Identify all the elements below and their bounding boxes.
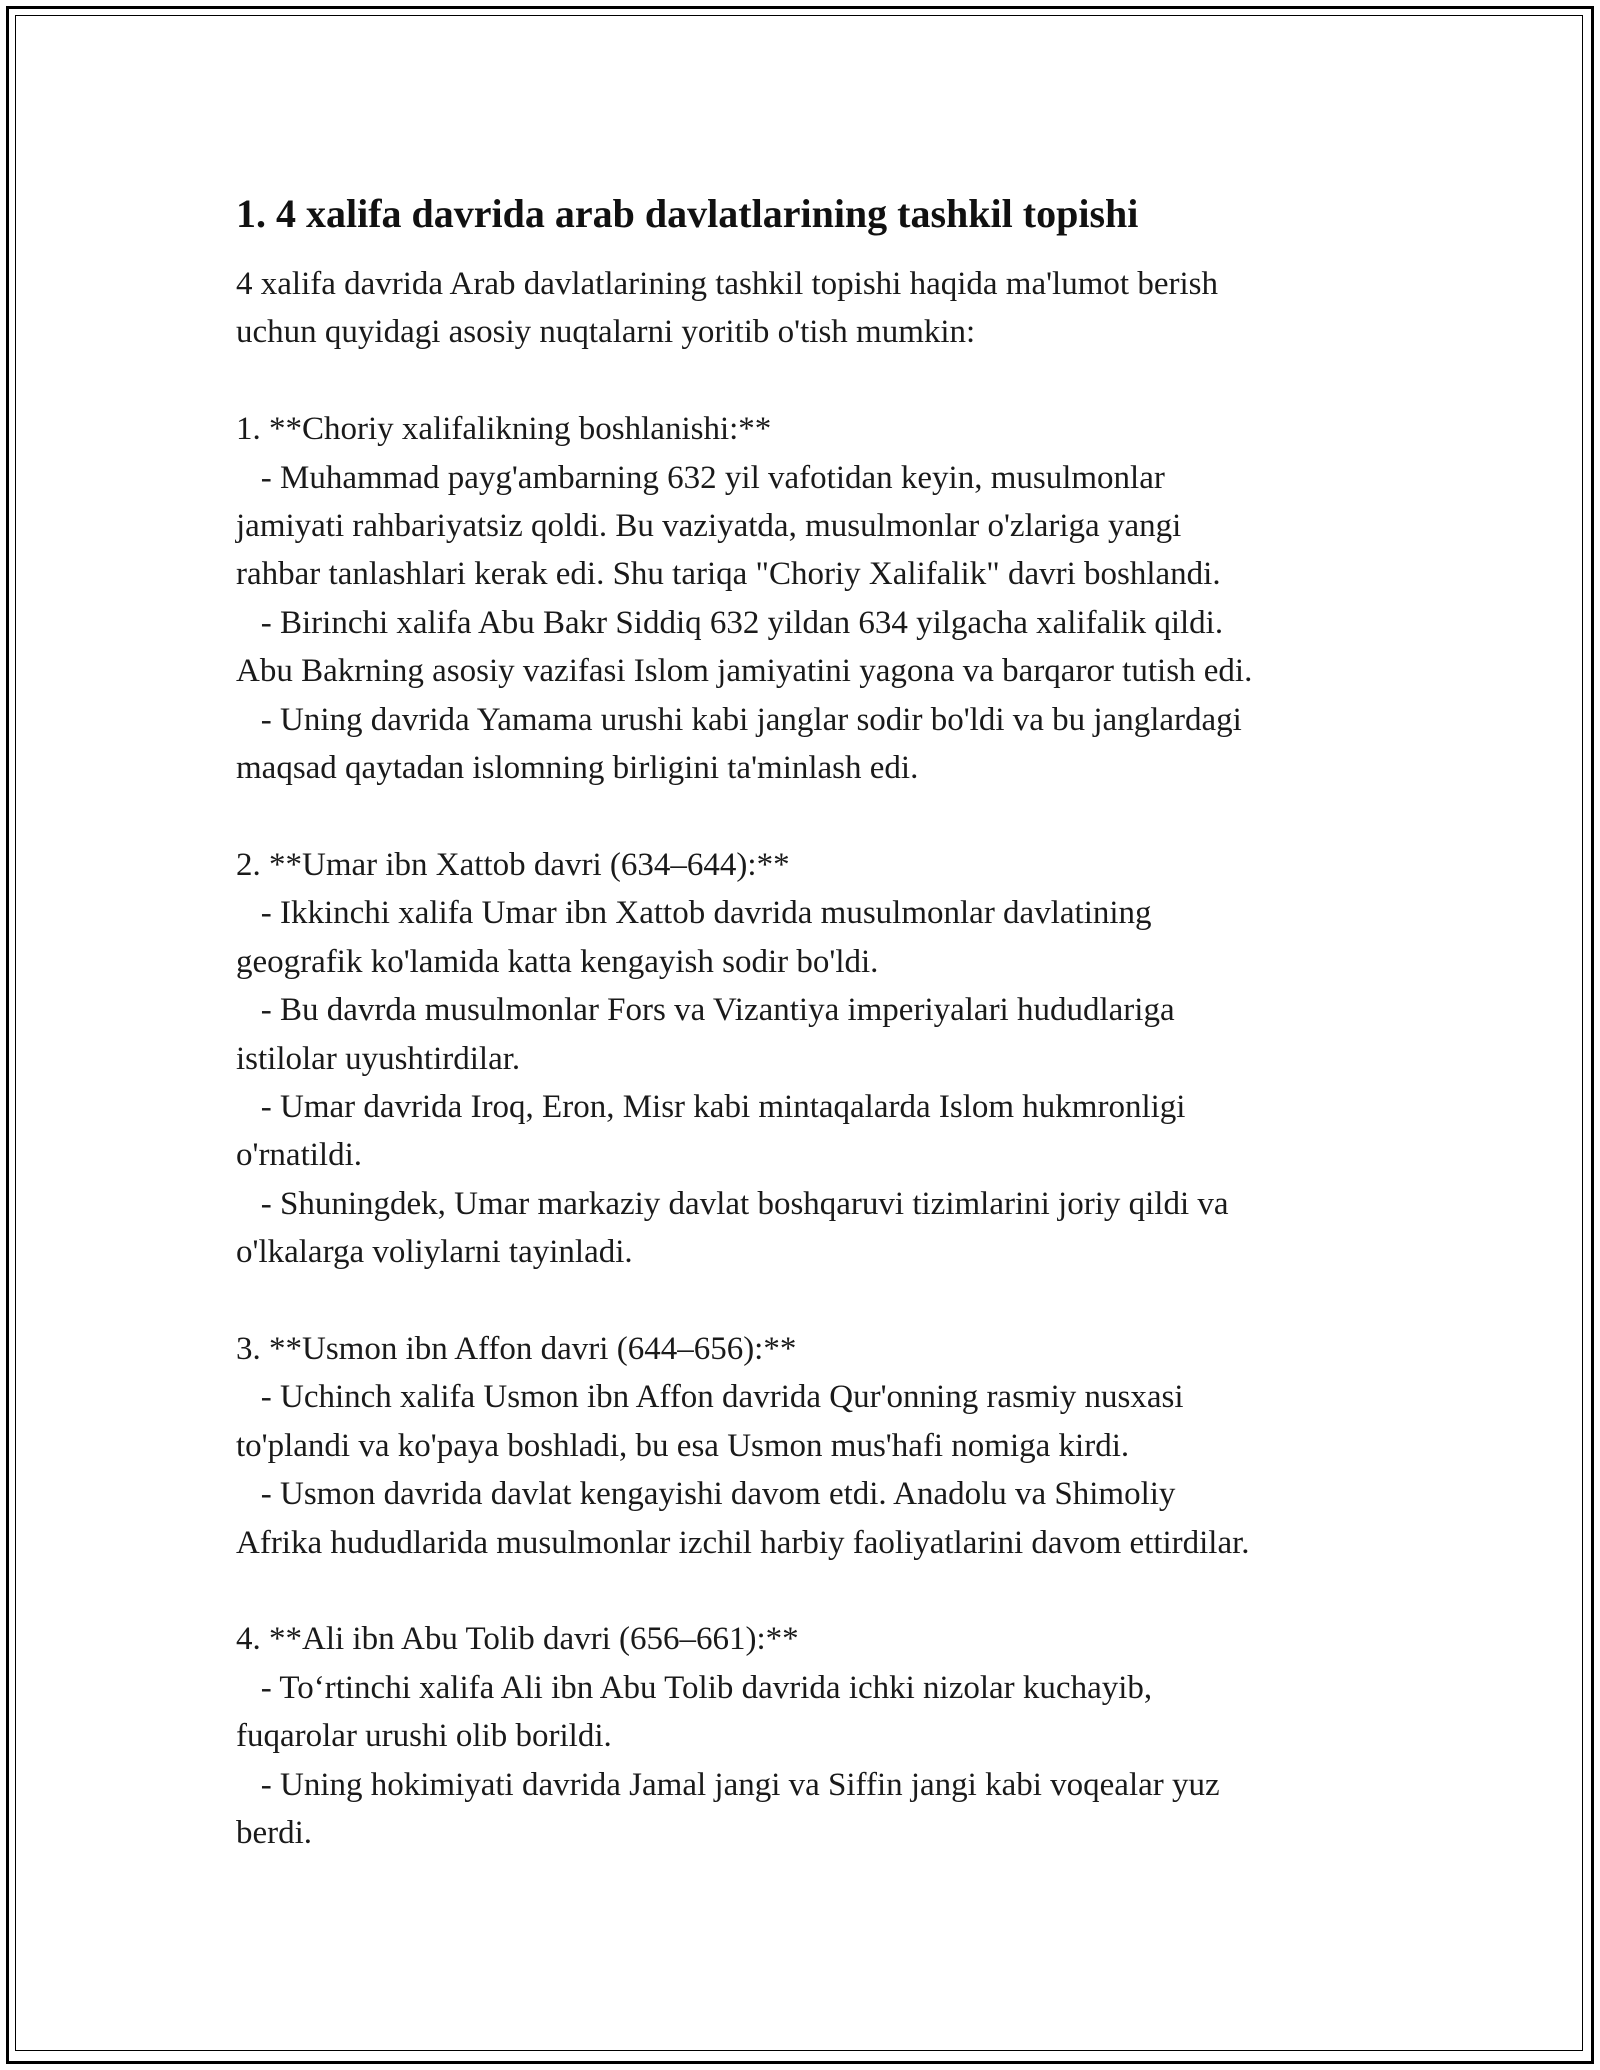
document-title: 1. 4 xalifa davrida arab davlatlarining tashkil topishi (236, 191, 1139, 236)
document-body-text: 4 xalifa davrida Arab davlatlarining tashkil topishi haqida ma'lumot berish uchun quyidagi asosiy nuqtalarni yoritib o'tish mumkin: 1. **Choriy xalifalikning boshlanishi:** - Muhammad payg'ambarning 632 yil vafotidan keyin, musulmonlar jamiyati rahbariyatsiz qoldi. Bu vaziyatda, musulmonlar o'zlariga yangi rahbar tanlashlari kerak edi. Shu tariqa "Choriy Xalifalik" davri boshlandi. - Birinchi xalifa Abu Bakr Siddiq 632 yildan 634 yilgacha xalifalik qildi. Abu Bakrning asosiy vazifasi Islom jamiyatini yagona va barqaror tutish edi. - Uning davrida Yamama urushi kabi janglar sodir bo'ldi va bu janglardagi maqsad qaytadan islomning birligini ta'minlash edi. 2. **Umar ibn Xattob davri (634–644):** - Ikkinchi xalifa Umar ibn Xattob davrida musulmonlar davlatining geografik ko'lamida katta kengayish sodir bo'ldi. - Bu davrda musulmonlar Fors va Vizantiya imperiyalari hududlariga istilolar uyushtirdilar. - Umar davrida Iroq, Eron, Misr kabi mintaqalarda Islom hukmronligi o'rnatildi. - Shuningdek, Umar markaziy davlat boshqaruvi tizimlarini joriy qildi va o'lkalarga voliylarni tayinladi. 3. **Usmon ibn Affon davri (644–656):** - Uchinch xalifa Usmon ibn Affon davrida Qur'onning rasmiy nusxasi to'plandi va ko'paya boshladi, bu esa Usmon mus'hafi nomiga kirdi. - Usmon davrida davlat kengayishi davom etdi. Anadolu va Shimoliy Afrika hududlarida musulmonlar izchil harbiy faoliyatlarini davom ettirdilar. 4. **Ali ibn Abu Tolib davri (656–661):** - To‘rtinchi xalifa Ali ibn Abu Tolib davrida ichki nizolar kuchayib, fuqarolar urushi olib borildi. - Uning hokimiyati davrida Jamal jangi va Siffin jangi kabi voqealar yuz berdi. (236, 266, 1253, 1851)
document-page (236, 188, 1376, 1857)
